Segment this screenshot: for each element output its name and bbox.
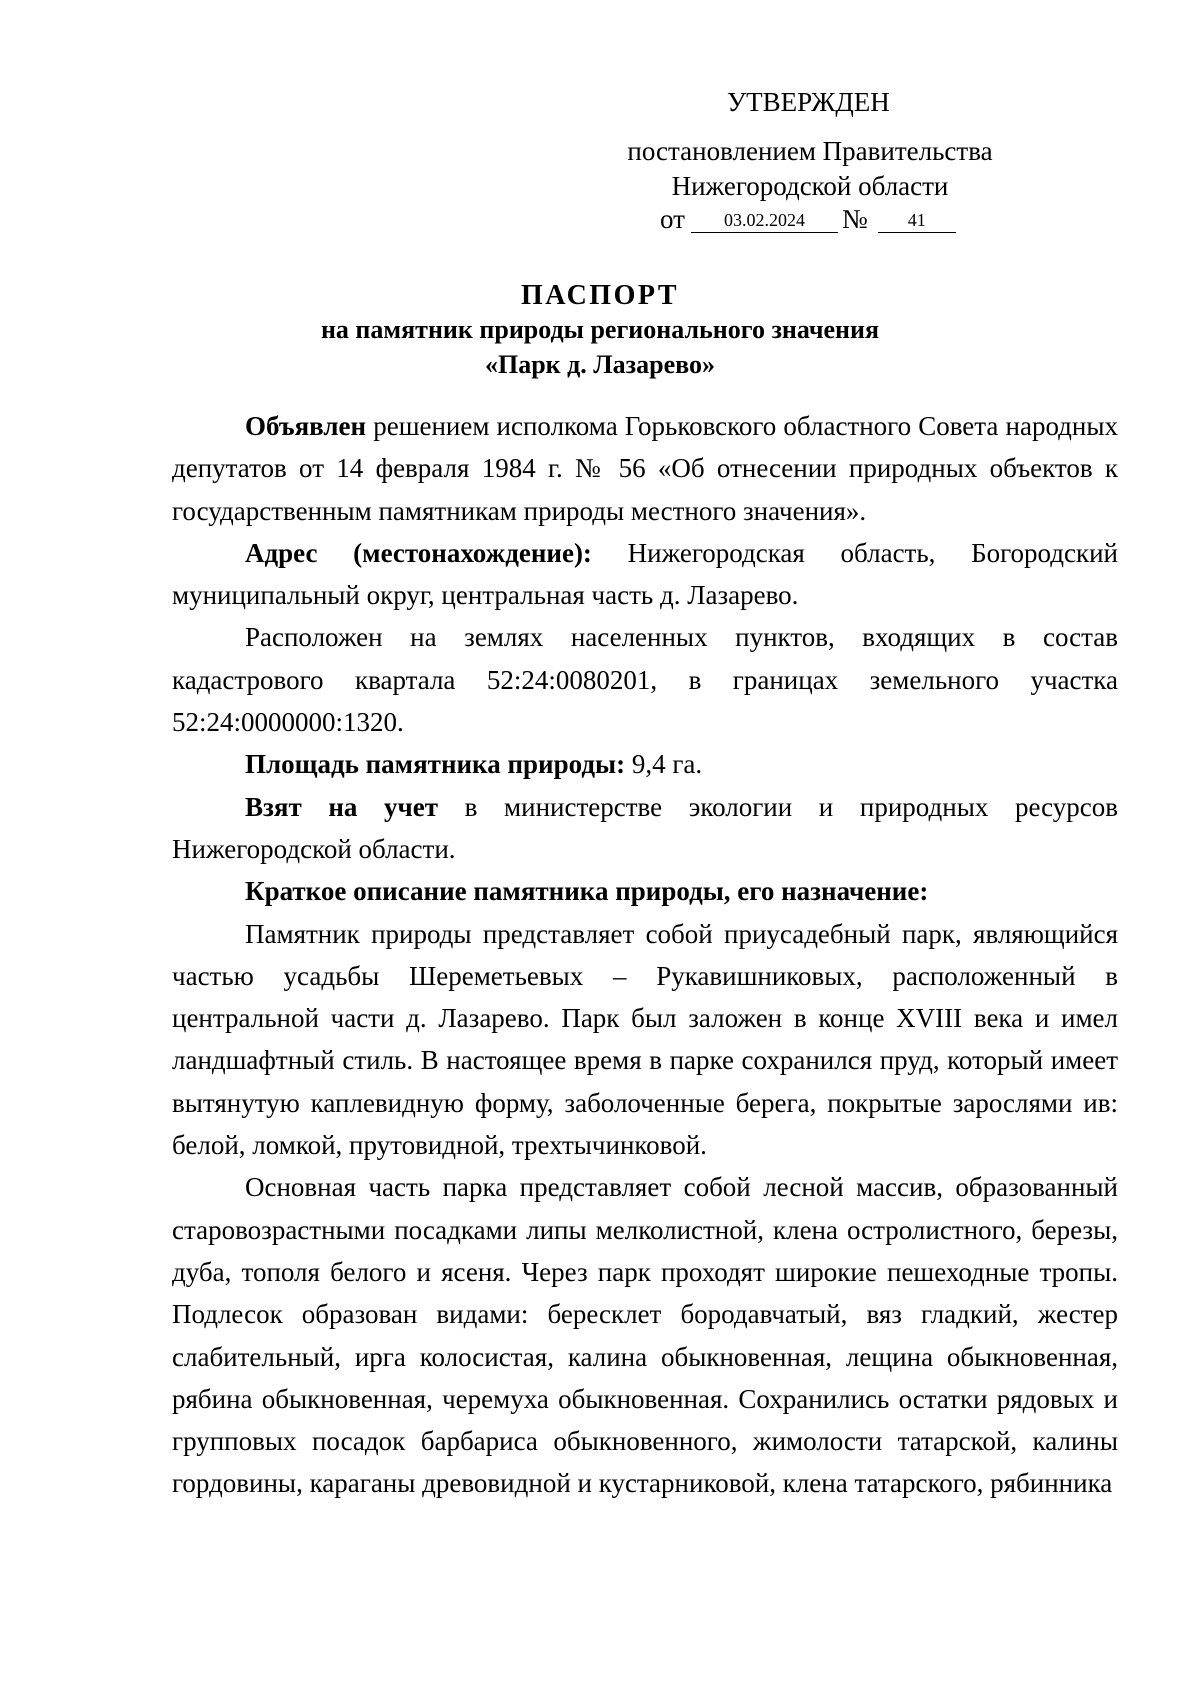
approval-number: 41 [878,208,956,233]
document-body [172,405,1118,1505]
park-name: «Парк д. Лазарево» [484,350,715,379]
declared-text: решением исполкома Горьковского областного Совета народных депутатов от 14 февраля 1984 г. № 56 «Об отнесении природных объектов к государственным памятникам природы местного значения». [172,411,1118,526]
address-text: Нижегородская область, Богородский муниципальный округ, центральная часть д. Лазарево. [172,537,1119,611]
registered-label: Взят на учет [245,791,439,822]
registered-text: в министерстве экологии и природных ресурсов Нижегородской области. [172,791,1118,864]
description-paragraph-2: Основная часть парка представляет собой лесной массив, образованный старовозрастными посадками липы мелколистной, клена остролистного, березы, дуба, тополя белого и ясеня. Через парк проходят широкие пешеходные тропы. Подлесок образован видами: бересклет бородавчатый, вяз гладкий, жестер слабительный, ирга колосистая, калина обыкновенная, лещина обыкновенная, рябина обыкновенная, черемуха обыкновенная. Сохранились остатки рядовых и групповых посадок барбариса обыкновенного, жимолости татарской, калины гордовины, караганы древовидной и кустарниковой, клена татарского, рябинника [172,1172,1118,1499]
address-label: Адрес (местонахождение): [245,537,592,568]
declared-label: Объявлен [245,411,367,441]
location-text: Расположен на землях населенных пунктов, входящих в состав кадастрового квартала 52:24:0080201, в границах земельного участка [172,622,1118,695]
description-heading: Краткое описание памятника природы, его назначение: [245,876,929,907]
location-paragraph [172,616,1118,743]
area-text: 9,4 га. [625,749,703,780]
document-title: ПАСПОРТ [520,280,679,311]
approval-title: УТВЕРЖДЕН [727,87,890,117]
declared-paragraph [172,405,1118,532]
document-subtitle: на памятник природы регионального значения [320,315,880,344]
parcel-number: 52:24:0000000:1320. [172,707,404,738]
approval-line-region: Нижегородской области [671,171,949,201]
from-label: от [660,204,685,234]
registered-paragraph [172,786,1118,871]
address-paragraph [172,532,1118,617]
area-paragraph [172,743,1118,785]
description-paragraph-1: Памятник природы представляет собой приусадебный парк, являющийся частью усадьбы Шереметьевых – Рукавишниковых, расположенный в центральной части д. Лазарево. Парк был заложен в конце XVIII века и имел ландшафтный стиль. В настоящее время в парке сохранился пруд, который имеет вытянутую каплевидную форму, заболоченные берега, покрытые зарослями ив: белой, ломкой, прутовидной, трехтычинковой. [172,918,1118,1161]
approval-date: 03.02.2024 [691,208,838,233]
approval-date-row [660,203,956,235]
area-label: Площадь памятника природы: [245,749,626,780]
number-label: № [841,204,868,234]
approval-line-government: постановлением Правительства [627,136,993,166]
